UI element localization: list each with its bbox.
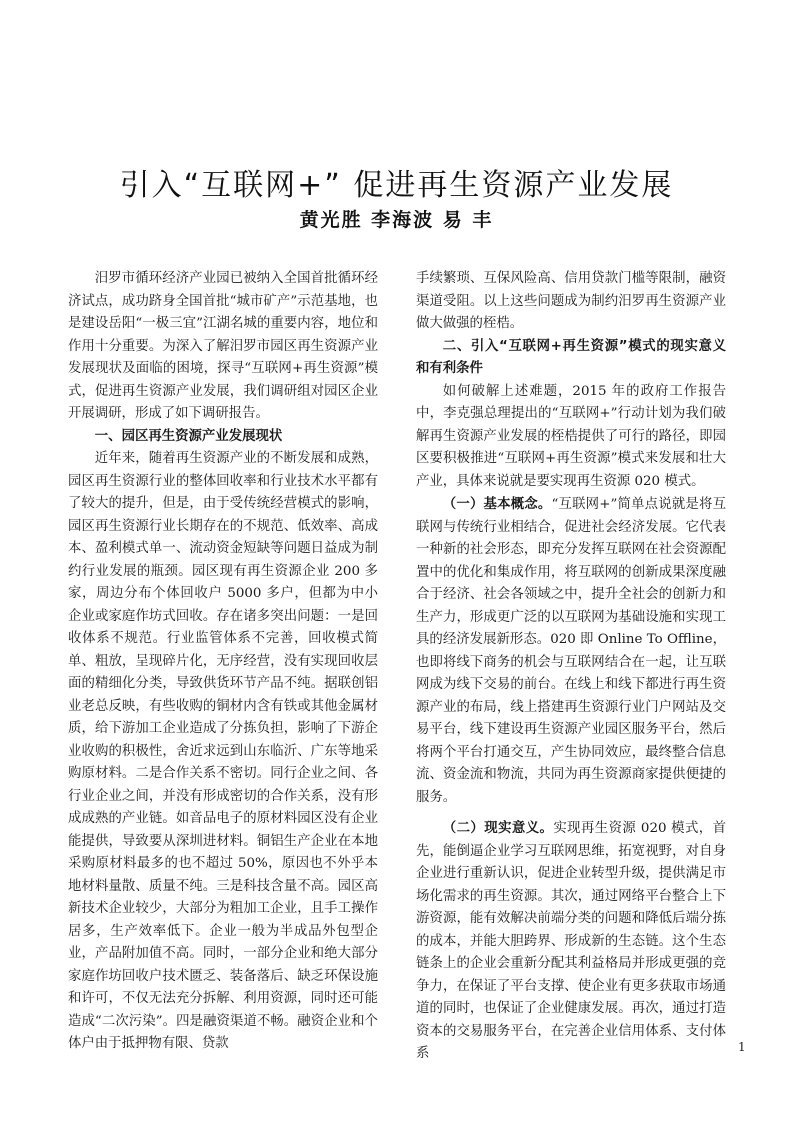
practical-meaning-lead: （二）现实意义。 xyxy=(442,820,554,836)
right-column xyxy=(416,268,726,1066)
intro-paragraph: 汨罗市循环经济产业园已被纳入全国首批循环经济试点，成功跻身全国首批“城市矿产”示范基地，也是建设岳阳“一极三宜”江湖名城的重要内容，地位和作用十分重要。为深入了解汨罗市园区再生资源产业发展现状及面临的困境，探寻“互联网+再生资源”模式，促进再生资源产业发展，我们调研组对园区企业开展调研，形成了如下调研报告。 xyxy=(68,271,378,421)
practical-meaning-paragraph xyxy=(416,817,726,1066)
section-2-paragraph: 如何破解上述难题，2015 年的政府工作报告中，李克强总理提出的“互联网+”行动计划为我们破解再生资源产业发展的桎梏提供了可行的路径，即园区要积极推进“互联网+再生资源”模式来发展和壮大产业，具体来说就是要实现再生资源 020 模式。 xyxy=(416,383,726,489)
section-heading-1: 一、园区再生资源产业发展现状 xyxy=(94,428,283,444)
article-title: 引入“互联网+” 促进再生资源产业发展 xyxy=(119,168,674,203)
page-number: 1 xyxy=(738,1040,746,1054)
continued-paragraph: 手续繁琐、互保风险高、信用贷款门槛等限制，融资渠道受阻。以上这些问题成为制约汨罗再生资源产业做大做强的桎梏。 xyxy=(416,271,726,331)
paragraph-gap xyxy=(416,809,726,817)
section-heading-2: 二、引入“互联网+再生资源”模式的现实意义和有利条件 xyxy=(416,338,726,376)
left-column xyxy=(68,268,378,1056)
basic-concept-lead: （一）基本概念。 xyxy=(442,496,552,512)
article-authors: 黄光胜 李海波 易 丰 xyxy=(299,209,494,231)
basic-concept-paragraph xyxy=(416,493,726,809)
practical-meaning-text: 实现再生资源 020 模式，首先，能倒逼企业学习互联网思维，拓宽视野，对自身企业进行重新认识，促进企业转型升级，提供满足市场化需求的再生资源。其次，通过网络平台整合上下游资源，能有效解决前端分类的问题和降低后端分拣的成本，并能大胆跨界、形成新的生态链。这个生态链条上的企业会重新分配其利益格局并形成更强的竞争力，在保证了平台支撑、使企业有更多获取市场通道的同时，也保证了企业健康发展。再次，通过打造资本的交易服务平台，在完善企业信用体系、支付体系 xyxy=(416,821,727,1061)
basic-concept-text: “互联网+”简单点说就是将互联网与传统行业相结合，促进社会经济发展。它代表一种新的社会形态，即充分发挥互联网在社会资源配置中的优化和集成作用，将互联网的创新成果深度融合于经济、社会各领域之中，提升全社会的创新力和生产力，形成更广泛的以互联网为基础设施和实现工具的经济发展新形态。020 即 Online To Offline，也即将线下商务的机会与互联网结合在一起，让互联网成为线下交易的前台。在线上和线下都进行再生资源产业的布局，线上搭建再生资源行业门户网站及交易平台，线下建设再生资源产业园区服务平台，然后将两个平台打通交互，产生协同效应，最终整合信息流、资金流和物流，共同为再生资源商家提供便捷的服务。 xyxy=(416,497,726,805)
section-1-paragraph: 近年来，随着再生资源产业的不断发展和成熟，园区再生资源行业的整体回收率和行业技术水平都有了较大的提升，但是，由于受传统经营模式的影响，园区再生资源行业长期存在的不规范、低效率、高成本、盈利模式单一、流动资金短缺等问题日益成为制约行业发展的瓶颈。园区现有再生资源企业 200 多家，周边分布个体回收户 5000 多户，但都为中小企业或家庭作坊式回收。存在诸多突出问题：一是回收体系不规范。行业监管体系不完善，回收模式简单、粗放，呈现碎片化，无序经营，没有实现回收层面的精细化分类，导致供货环节产品不纯。据联创铝业老总反映，有些收购的铜材内含有铁或其他金属材质，给下游加工企业造成了分拣负担，影响了下游企业收购的积极性，舍近求远到山东临沂、广东等地采购原材料。二是合作关系不密切。同行企业之间、各行业企业之间，并没有形成密切的合作关系，没有形成成熟的产业链。如音品电子的原材料园区没有企业能提供，导致要从深圳进材料。铜铝生产企业在本地采购原材料最多的也不超过 50%，原因也不外乎本地材料量散、质量不纯。三是科技含量不高。园区高新技术企业较少，大部分为粗加工企业，且手工操作居多，生产效率低下。企业一般为半成品外包型企业，产品附加值不高。同时，一部分企业和绝大部分家庭作坊回收户技术匮乏、装备落后、缺乏环保设施和许可，不仅无法充分拆解、利用资源，同时还可能造成“二次污染”。四是融资渠道不畅。融资企业和个体户由于抵押物有限、贷款 xyxy=(68,451,378,1051)
